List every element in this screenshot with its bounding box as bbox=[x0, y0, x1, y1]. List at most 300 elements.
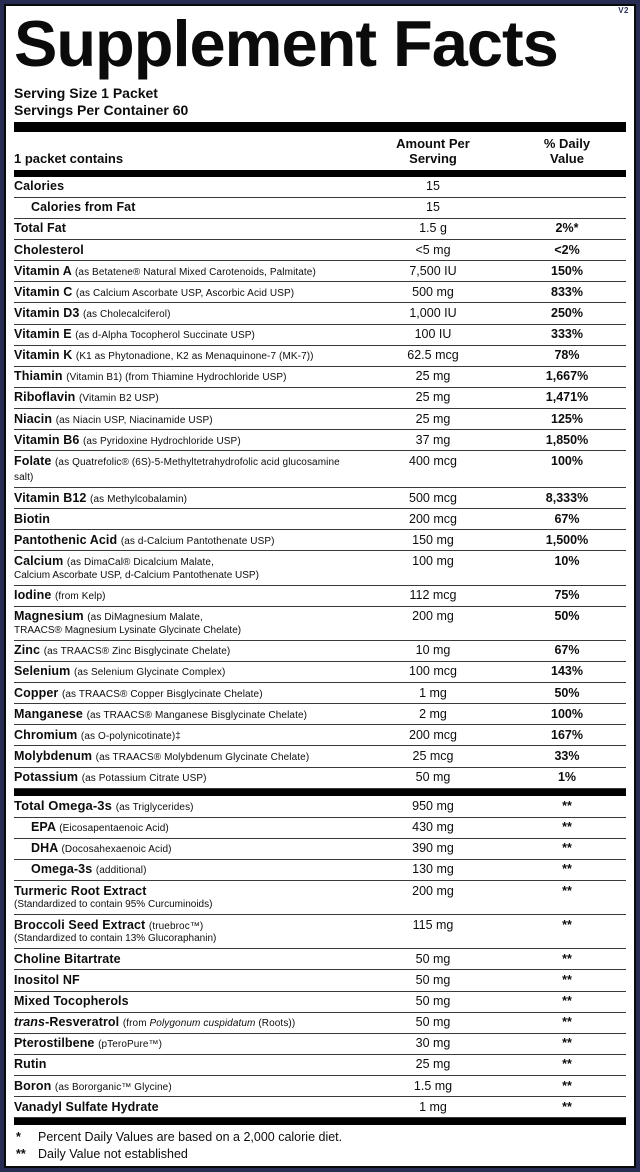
amount-value: 25 mg bbox=[415, 411, 451, 426]
amount-value: 1.5 g bbox=[419, 221, 447, 236]
nutrient-name bbox=[14, 306, 358, 322]
header-amount-per-serving: Amount Per Serving bbox=[396, 135, 470, 166]
nutrient-name bbox=[14, 327, 358, 343]
nutrient-name-text: Inositol NF bbox=[14, 972, 80, 987]
daily-value: ** bbox=[562, 1036, 572, 1051]
row-main-line bbox=[14, 1015, 626, 1031]
nutrient-name-text: Calories bbox=[14, 179, 65, 194]
table-row bbox=[14, 177, 626, 198]
daily-value: 333% bbox=[551, 327, 583, 342]
table-row bbox=[14, 915, 626, 949]
table-row bbox=[14, 1034, 626, 1055]
table-row bbox=[14, 970, 626, 991]
table-row bbox=[14, 1013, 626, 1034]
nutrient-name bbox=[14, 1015, 358, 1031]
nutrient-name bbox=[14, 454, 358, 485]
amount-value: 100 IU bbox=[414, 327, 452, 342]
row-main-line bbox=[14, 798, 626, 815]
nutrient-name-text: Biotin bbox=[14, 511, 51, 526]
nutrient-name-text: Broccoli Seed Extract bbox=[14, 917, 146, 932]
amount-value: 25 mg bbox=[415, 390, 451, 405]
table-row bbox=[14, 607, 626, 641]
nutrient-source-text: (as DimaCal® Dicalcium Malate, bbox=[66, 556, 214, 568]
nutrient-name-text: Omega-3s bbox=[31, 862, 93, 877]
amount-value: 100 mcg bbox=[409, 664, 457, 679]
row-main-line bbox=[14, 554, 626, 570]
row-main-line bbox=[14, 749, 626, 765]
nutrient-source-text: (as Potassium Citrate USP) bbox=[81, 773, 207, 785]
nutrient-name-text: Folate bbox=[14, 453, 52, 468]
table-row bbox=[14, 367, 626, 388]
row-main-line bbox=[14, 491, 626, 507]
nutrient-name bbox=[14, 749, 358, 765]
nutrient-name bbox=[14, 390, 358, 406]
nutrient-source-text: (additional) bbox=[95, 865, 147, 877]
daily-value: 833% bbox=[551, 284, 583, 299]
nutrient-name-text: Vitamin K bbox=[14, 348, 73, 363]
amount-value: 50 mg bbox=[415, 1015, 451, 1030]
amount-value: 112 mcg bbox=[409, 588, 457, 603]
footnote-not-established bbox=[16, 1146, 626, 1163]
amount-value: 1 mg bbox=[419, 685, 447, 700]
footnotes bbox=[14, 1125, 626, 1165]
nutrient-name-text: Vitamin C bbox=[14, 284, 73, 299]
nutrient-source-text: (as Bororganic™ Glycine) bbox=[54, 1081, 172, 1093]
nutrient-name-text: Riboflavin bbox=[14, 390, 76, 405]
nutrient-name-text: -Resveratrol bbox=[45, 1015, 120, 1030]
daily-value: 67% bbox=[554, 511, 580, 526]
row-main-line bbox=[14, 1036, 626, 1052]
row-main-line bbox=[14, 884, 626, 900]
daily-value: ** bbox=[562, 862, 572, 877]
amount-value: 7,500 IU bbox=[409, 263, 457, 278]
row-main-line bbox=[14, 306, 626, 322]
table-row bbox=[14, 1076, 626, 1097]
nutrient-name bbox=[14, 664, 358, 680]
footnote-marker: ** bbox=[16, 1147, 26, 1162]
nutrient-source-text: (as O-polynicotinate)‡ bbox=[80, 730, 181, 742]
nutrient-source-text: (as TRAACS® Manganese Bisglycinate Chelate) bbox=[86, 709, 308, 721]
nutrient-name bbox=[14, 179, 358, 195]
nutrient-name-text: Pantothenic Acid bbox=[14, 532, 118, 547]
nutrient-name bbox=[14, 512, 358, 528]
nutrient-name bbox=[14, 200, 358, 216]
row-main-line bbox=[14, 1057, 626, 1073]
table-row bbox=[14, 992, 626, 1013]
nutrient-source-text: (as Calcium Ascorbate USP, Ascorbic Acid USP) bbox=[75, 287, 295, 299]
daily-value: ** bbox=[562, 994, 572, 1009]
nutrient-name bbox=[14, 609, 358, 625]
table-row bbox=[14, 949, 626, 970]
nutrient-source-text: (Roots)) bbox=[255, 1018, 296, 1030]
amount-value: 200 mg bbox=[412, 609, 454, 624]
daily-value: 100% bbox=[551, 453, 583, 468]
row-main-line bbox=[14, 973, 626, 989]
table-row bbox=[14, 662, 626, 683]
footnote-marker: * bbox=[16, 1130, 21, 1145]
table-row bbox=[14, 704, 626, 725]
facts-table bbox=[14, 177, 626, 1119]
table-row bbox=[14, 818, 626, 839]
row-main-line bbox=[14, 512, 626, 528]
nutrient-detail-line2: (Standardized to contain 13% Glucoraphanin) bbox=[14, 933, 217, 945]
daily-value: 250% bbox=[551, 305, 583, 320]
nutrient-name bbox=[14, 994, 358, 1010]
nutrient-name bbox=[14, 884, 358, 900]
row-main-line bbox=[14, 862, 626, 878]
daily-value: 1,471% bbox=[545, 390, 589, 405]
nutrient-source-text: (pTeroPure™) bbox=[98, 1039, 163, 1051]
amount-value: 390 mg bbox=[412, 841, 454, 856]
label-title: Supplement Facts bbox=[14, 7, 558, 80]
table-row bbox=[14, 409, 626, 430]
row-main-line bbox=[14, 454, 626, 485]
table-row bbox=[14, 1055, 626, 1076]
row-main-line bbox=[14, 994, 626, 1010]
amount-value: 130 mg bbox=[412, 862, 454, 877]
amount-value: 10 mg bbox=[415, 643, 451, 658]
daily-value: 167% bbox=[551, 727, 583, 742]
amount-value: 25 mcg bbox=[412, 748, 454, 763]
daily-value: ** bbox=[562, 1057, 572, 1072]
nutrient-name bbox=[14, 588, 358, 604]
nutrient-name-text: Vitamin B12 bbox=[14, 490, 87, 505]
footnote-text: Daily Value not established bbox=[38, 1147, 188, 1162]
nutrient-name-text: Total Omega-3s bbox=[14, 798, 112, 814]
nutrient-name-text: Mixed Tocopherols bbox=[14, 994, 129, 1009]
table-row bbox=[14, 303, 626, 324]
nutrient-name bbox=[14, 243, 358, 259]
nutrient-source-text: (as d-Alpha Tocopherol Succinate USP) bbox=[75, 330, 255, 342]
nutrient-name bbox=[14, 841, 358, 857]
daily-value: ** bbox=[562, 972, 572, 987]
table-row bbox=[14, 768, 626, 789]
nutrient-name bbox=[14, 491, 358, 507]
nutrient-name bbox=[14, 264, 358, 280]
nutrient-name-text: Turmeric Root Extract bbox=[14, 883, 147, 898]
nutrient-detail-line2: TRAACS® Magnesium Lysinate Glycinate Chelate) bbox=[14, 624, 242, 636]
row-main-line bbox=[14, 433, 626, 449]
daily-value: ** bbox=[562, 1015, 572, 1030]
nutrient-name bbox=[14, 1057, 358, 1073]
nutrient-name bbox=[14, 1036, 358, 1052]
amount-value: 115 mg bbox=[412, 917, 454, 932]
thick-divider-section bbox=[14, 789, 626, 796]
nutrient-name bbox=[14, 369, 358, 385]
table-row bbox=[14, 683, 626, 704]
nutrient-name bbox=[14, 918, 358, 934]
daily-value: 1% bbox=[557, 770, 577, 785]
amount-value: 500 mcg bbox=[409, 490, 457, 505]
row-main-line bbox=[14, 243, 626, 259]
table-row bbox=[14, 530, 626, 551]
nutrient-name-text: Choline Bitartrate bbox=[14, 951, 121, 966]
nutrient-source-text: Polygonum cuspidatum bbox=[149, 1018, 256, 1030]
table-row bbox=[14, 282, 626, 303]
table-row bbox=[14, 198, 626, 219]
row-main-line bbox=[14, 348, 626, 364]
row-main-line bbox=[14, 200, 626, 216]
table-row bbox=[14, 240, 626, 261]
table-row bbox=[14, 746, 626, 767]
nutrient-detail-line2: (Standardized to contain 95% Curcuminoids) bbox=[14, 899, 213, 911]
row-main-line bbox=[14, 686, 626, 702]
nutrient-source-text: (as TRAACS® Molybdenum Glycinate Chelate) bbox=[95, 751, 310, 763]
row-main-line bbox=[14, 179, 626, 195]
row-main-line bbox=[14, 1100, 626, 1116]
row-main-line bbox=[14, 533, 626, 549]
nutrient-name-text: Vitamin E bbox=[14, 327, 72, 342]
row-main-line bbox=[14, 770, 626, 786]
nutrient-source-text: (as Selenium Glycinate Complex) bbox=[73, 667, 226, 679]
nutrient-source-text: (Eicosapentaenoic Acid) bbox=[59, 823, 169, 835]
row-main-line bbox=[14, 952, 626, 968]
table-row bbox=[14, 219, 626, 240]
nutrient-name bbox=[14, 285, 358, 301]
nutrient-name bbox=[14, 433, 358, 449]
row-main-line bbox=[14, 412, 626, 428]
nutrient-source-text: (as DiMagnesium Malate, bbox=[87, 612, 203, 624]
daily-value: 125% bbox=[551, 411, 583, 426]
daily-value: 1,500% bbox=[545, 532, 589, 547]
nutrient-source-text: (from bbox=[122, 1018, 150, 1030]
nutrient-name-text: Thiamin bbox=[14, 369, 63, 384]
nutrient-name bbox=[14, 728, 358, 744]
header-packet-contains: 1 packet contains bbox=[14, 150, 124, 166]
nutrient-name bbox=[14, 348, 358, 364]
nutrient-source-text: (as Betatene® Natural Mixed Carotenoids, Palmitate) bbox=[74, 266, 316, 278]
nutrient-source-text: (as Quatrefolic® (6S)-5-Methyltetrahydrofolic acid glucosamine salt) bbox=[14, 456, 340, 484]
row-main-line bbox=[14, 728, 626, 744]
nutrient-name bbox=[14, 952, 358, 968]
nutrient-name-text: Niacin bbox=[14, 411, 53, 426]
nutrient-name-text: Vitamin D3 bbox=[14, 305, 80, 320]
nutrient-name-text: trans bbox=[14, 1015, 46, 1030]
nutrient-name-text: Rutin bbox=[14, 1057, 47, 1072]
amount-value: 25 mg bbox=[415, 369, 451, 384]
serving-size: Serving Size 1 Packet bbox=[14, 84, 158, 101]
table-row bbox=[14, 586, 626, 607]
amount-value: 1.5 mg bbox=[413, 1078, 453, 1093]
daily-value: 2%* bbox=[555, 221, 579, 236]
daily-value: <2% bbox=[554, 242, 580, 257]
nutrient-name bbox=[14, 798, 358, 815]
nutrient-name-text: Potassium bbox=[14, 770, 79, 785]
nutrient-name-text: Chromium bbox=[14, 727, 78, 742]
daily-value: 143% bbox=[551, 664, 583, 679]
table-row bbox=[14, 509, 626, 530]
amount-value: 30 mg bbox=[415, 1036, 451, 1051]
row-main-line bbox=[14, 588, 626, 604]
daily-value: 67% bbox=[554, 643, 580, 658]
daily-value: 10% bbox=[554, 553, 580, 568]
nutrient-name-text: Copper bbox=[14, 685, 59, 700]
supplement-facts-label bbox=[4, 4, 636, 1168]
amount-value: 400 mcg bbox=[409, 453, 457, 468]
servings-per-container: Servings Per Container 60 bbox=[14, 101, 189, 118]
table-row bbox=[14, 388, 626, 409]
nutrient-source-text: (Vitamin B1) (from Thiamine Hydrochloride USP) bbox=[66, 372, 287, 384]
row-main-line bbox=[14, 285, 626, 301]
table-row bbox=[14, 451, 626, 488]
nutrient-source-text: (from Kelp) bbox=[54, 591, 106, 603]
nutrient-name-text: Magnesium bbox=[14, 609, 84, 624]
daily-value: 8,333% bbox=[545, 490, 589, 505]
daily-value: 100% bbox=[551, 706, 583, 721]
nutrient-source-text: (as Triglycerides) bbox=[115, 802, 194, 814]
amount-value: 200 mcg bbox=[409, 511, 457, 526]
nutrient-name-text: Vitamin B6 bbox=[14, 432, 80, 447]
table-row bbox=[14, 641, 626, 662]
nutrient-name bbox=[14, 554, 358, 570]
daily-value: 75% bbox=[554, 588, 580, 603]
row-main-line bbox=[14, 327, 626, 343]
nutrient-source-text: (truebroc™) bbox=[148, 920, 204, 932]
nutrient-name-text: Zinc bbox=[14, 643, 41, 658]
nutrient-name bbox=[14, 707, 358, 723]
nutrient-name-text: Vanadyl Sulfate Hydrate bbox=[14, 1099, 159, 1114]
daily-value: ** bbox=[562, 820, 572, 835]
daily-value: 1,667% bbox=[545, 369, 589, 384]
nutrient-source-text: (as TRAACS® Zinc Bisglycinate Chelate) bbox=[43, 646, 231, 658]
amount-value: 200 mg bbox=[412, 883, 454, 898]
table-row bbox=[14, 430, 626, 451]
nutrient-name bbox=[14, 643, 358, 659]
header-daily-value: % Daily Value bbox=[543, 135, 591, 166]
nutrient-source-text: (K1 as Phytonadione, K2 as Menaquinone-7 (MK-7)) bbox=[75, 351, 314, 363]
nutrient-source-text: (as d-Calcium Pantothenate USP) bbox=[120, 535, 275, 547]
row-main-line bbox=[14, 221, 626, 237]
table-row bbox=[14, 346, 626, 367]
nutrient-name bbox=[14, 973, 358, 989]
amount-value: 1,000 IU bbox=[409, 305, 457, 320]
table-row bbox=[14, 488, 626, 509]
nutrient-name bbox=[14, 862, 358, 878]
table-row bbox=[14, 881, 626, 915]
table-row bbox=[14, 551, 626, 585]
table-row bbox=[14, 261, 626, 282]
nutrient-name bbox=[14, 533, 358, 549]
row-main-line bbox=[14, 390, 626, 406]
amount-value: 1 mg bbox=[419, 1099, 447, 1114]
table-header bbox=[14, 132, 626, 170]
amount-value: 50 mg bbox=[415, 994, 451, 1009]
table-row bbox=[14, 725, 626, 746]
table-row bbox=[14, 796, 626, 818]
daily-value: ** bbox=[562, 917, 572, 932]
row-main-line bbox=[14, 664, 626, 680]
nutrient-name bbox=[14, 686, 358, 702]
amount-value: 15 bbox=[426, 179, 440, 194]
daily-value: ** bbox=[562, 841, 572, 856]
nutrient-source-text: (as Pyridoxine Hydrochloride USP) bbox=[82, 435, 241, 447]
daily-value: ** bbox=[562, 883, 572, 898]
daily-value: 78% bbox=[554, 348, 580, 363]
row-main-line bbox=[14, 841, 626, 857]
thick-divider-header bbox=[14, 170, 626, 177]
nutrient-name bbox=[14, 820, 358, 836]
amount-value: 50 mg bbox=[415, 972, 451, 987]
daily-value: 50% bbox=[554, 609, 580, 624]
row-main-line bbox=[14, 820, 626, 836]
thick-divider-bottom bbox=[14, 1118, 626, 1125]
nutrient-name-text: DHA bbox=[31, 841, 58, 856]
daily-value: ** bbox=[562, 951, 572, 966]
amount-value: 62.5 mcg bbox=[407, 348, 459, 363]
thick-divider-top bbox=[14, 122, 626, 132]
table-row bbox=[14, 325, 626, 346]
daily-value: 1,850% bbox=[545, 432, 589, 447]
nutrient-source-text: (as Methylcobalamin) bbox=[90, 493, 188, 505]
amount-value: 50 mg bbox=[415, 951, 451, 966]
amount-value: 150 mg bbox=[412, 532, 454, 547]
nutrient-source-text: (as TRAACS® Copper Bisglycinate Chelate) bbox=[61, 688, 263, 700]
nutrient-name-text: Selenium bbox=[14, 664, 71, 679]
row-main-line bbox=[14, 369, 626, 385]
nutrient-name-text: Calcium bbox=[14, 553, 64, 568]
footnote-daily-values bbox=[16, 1129, 626, 1146]
serving-info bbox=[14, 85, 626, 119]
nutrient-name-text: Manganese bbox=[14, 706, 83, 721]
table-row bbox=[14, 839, 626, 860]
nutrient-name-text: Iodine bbox=[14, 588, 52, 603]
amount-value: 950 mg bbox=[412, 799, 454, 814]
amount-value: 100 mg bbox=[412, 553, 454, 568]
amount-value: 25 mg bbox=[415, 1057, 451, 1072]
row-main-line bbox=[14, 264, 626, 280]
nutrient-name-text: Total Fat bbox=[14, 221, 67, 236]
daily-value: 50% bbox=[554, 685, 580, 700]
amount-value: 200 mcg bbox=[409, 727, 457, 742]
row-main-line bbox=[14, 1079, 626, 1095]
nutrient-source-text: (Docosahexaenoic Acid) bbox=[61, 844, 172, 856]
row-main-line bbox=[14, 918, 626, 934]
nutrient-source-text: (as Cholecalciferol) bbox=[82, 308, 171, 320]
nutrient-name-text: Cholesterol bbox=[14, 242, 84, 257]
nutrient-name-text: Molybdenum bbox=[14, 748, 93, 763]
nutrient-detail-line2: Calcium Ascorbate USP, d-Calcium Pantothenate USP) bbox=[14, 569, 259, 581]
amount-value: 500 mg bbox=[412, 284, 454, 299]
nutrient-name bbox=[14, 1079, 358, 1095]
nutrient-name-text: EPA bbox=[31, 820, 56, 835]
nutrient-name bbox=[14, 221, 358, 237]
amount-value: 2 mg bbox=[419, 706, 447, 721]
nutrient-name-text: Pterostilbene bbox=[14, 1036, 95, 1051]
amount-value: <5 mg bbox=[415, 242, 451, 257]
daily-value: 33% bbox=[554, 748, 580, 763]
daily-value: ** bbox=[562, 1078, 572, 1093]
nutrient-name bbox=[14, 770, 358, 786]
row-main-line bbox=[14, 643, 626, 659]
nutrient-source-text: (as Niacin USP, Niacinamide USP) bbox=[55, 414, 213, 426]
amount-value: 15 bbox=[426, 200, 440, 215]
table-row bbox=[14, 1097, 626, 1118]
nutrient-name bbox=[14, 412, 358, 428]
footnote-text: Percent Daily Values are based on a 2,000 calorie diet. bbox=[38, 1130, 343, 1145]
daily-value: ** bbox=[562, 1099, 572, 1114]
nutrient-name-text: Calories from Fat bbox=[31, 200, 136, 215]
daily-value: ** bbox=[562, 799, 572, 814]
version-tag: V2 bbox=[618, 6, 629, 15]
daily-value: 150% bbox=[551, 263, 583, 278]
table-row bbox=[14, 860, 626, 881]
row-main-line bbox=[14, 707, 626, 723]
nutrient-name-text: Boron bbox=[14, 1078, 52, 1093]
nutrient-name-text: Vitamin A bbox=[14, 263, 72, 278]
amount-value: 430 mg bbox=[412, 820, 454, 835]
row-main-line bbox=[14, 609, 626, 625]
amount-value: 50 mg bbox=[415, 770, 451, 785]
